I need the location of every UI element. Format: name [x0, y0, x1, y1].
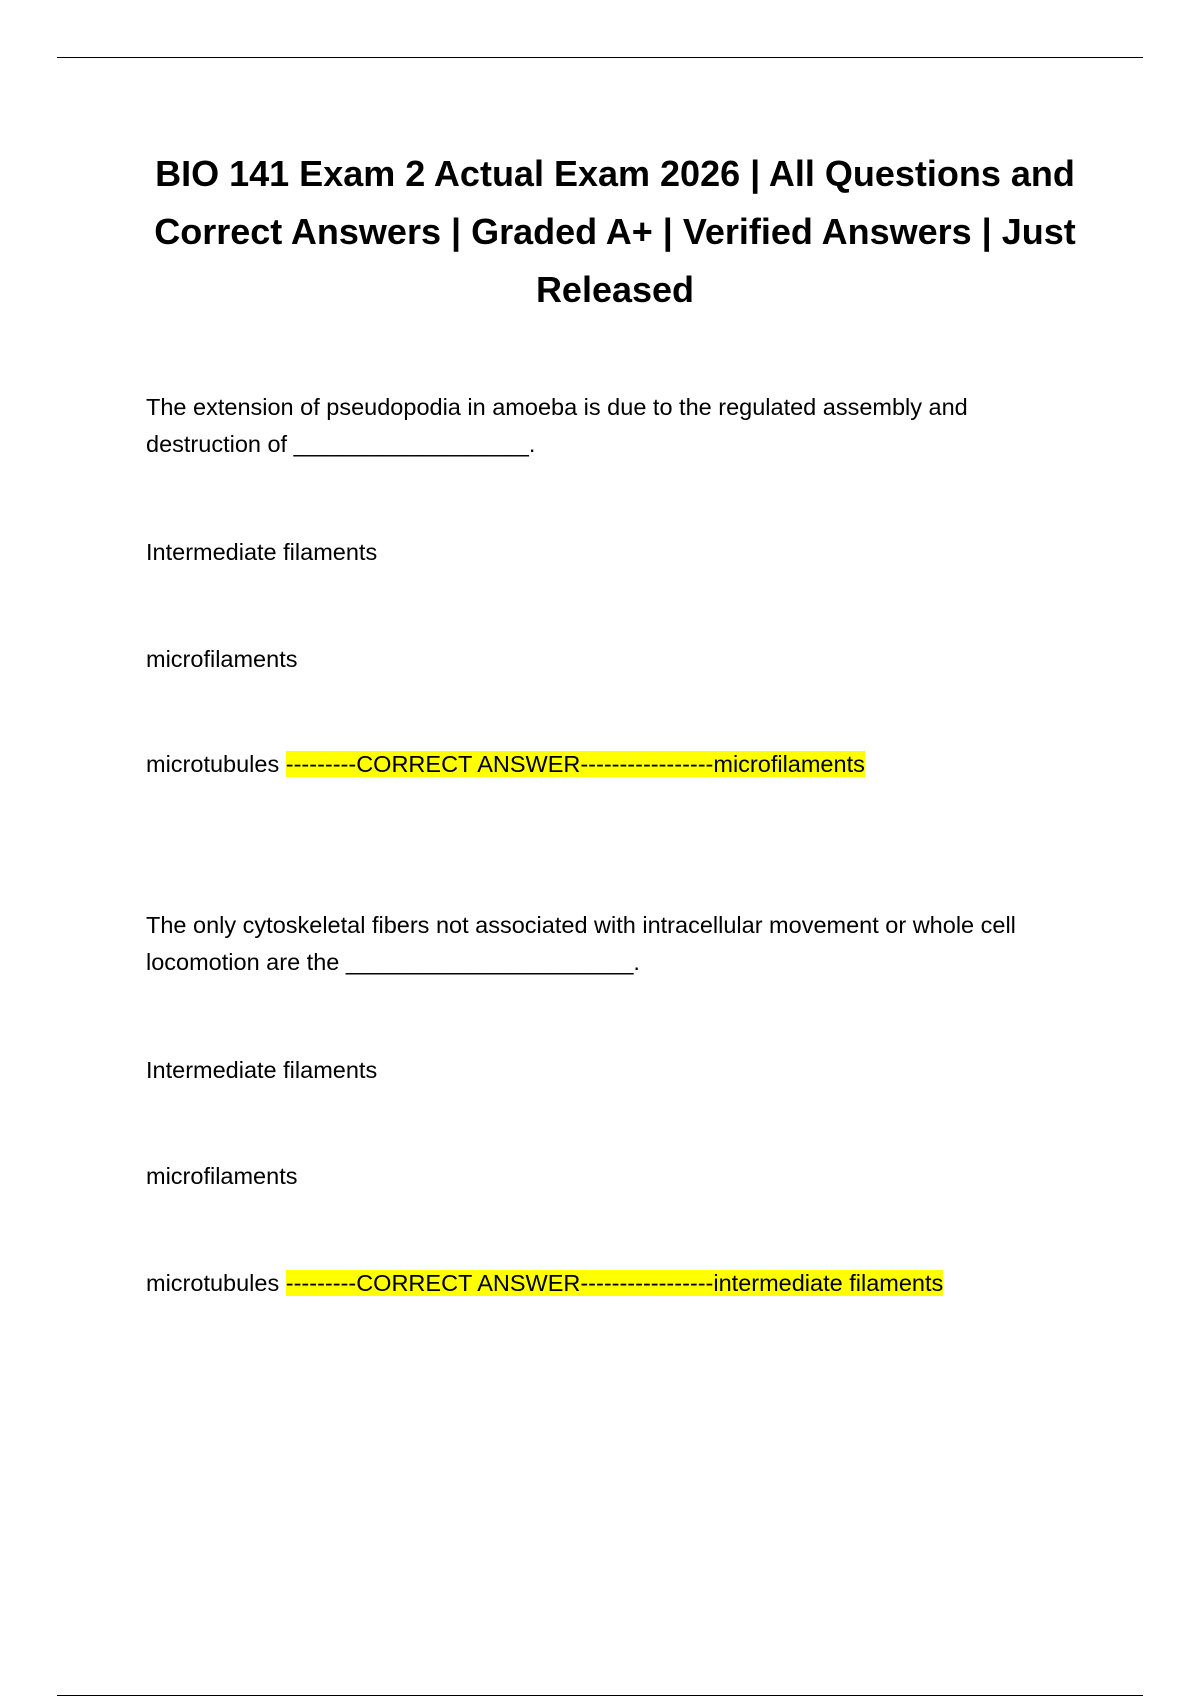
- question-2-option-2: microfilaments: [146, 1163, 298, 1189]
- question-1-option-1: Intermediate filaments: [146, 539, 378, 565]
- question-2-option-3: microtubules: [146, 1270, 280, 1296]
- question-2-text: The only cytoskeletal fibers not associated with intracellular movement or whole cell locomotion are the ______________________.: [146, 912, 1016, 975]
- question-1-option-2: microfilaments: [146, 646, 298, 672]
- question-1-text: The extension of pseudopodia in amoeba is due to the regulated assembly and destruction of __________________.: [146, 394, 968, 457]
- question-1-option-3-row: [146, 746, 865, 783]
- footer-rule: [57, 1695, 1143, 1696]
- question-1-correct-answer: ---------CORRECT ANSWER-----------------microfilaments: [285, 751, 865, 777]
- question-2-option-3-row: [146, 1265, 943, 1302]
- question-2-correct-answer: ---------CORRECT ANSWER-----------------intermediate filaments: [285, 1270, 944, 1296]
- question-1-option-3: microtubules: [146, 751, 280, 777]
- document-title: BIO 141 Exam 2 Actual Exam 2026 | All Questions and Correct Answers | Graded A+ | Verified Answers | Just Released: [154, 153, 1076, 310]
- question-2-option-1: Intermediate filaments: [146, 1057, 378, 1083]
- header-rule: [57, 57, 1143, 58]
